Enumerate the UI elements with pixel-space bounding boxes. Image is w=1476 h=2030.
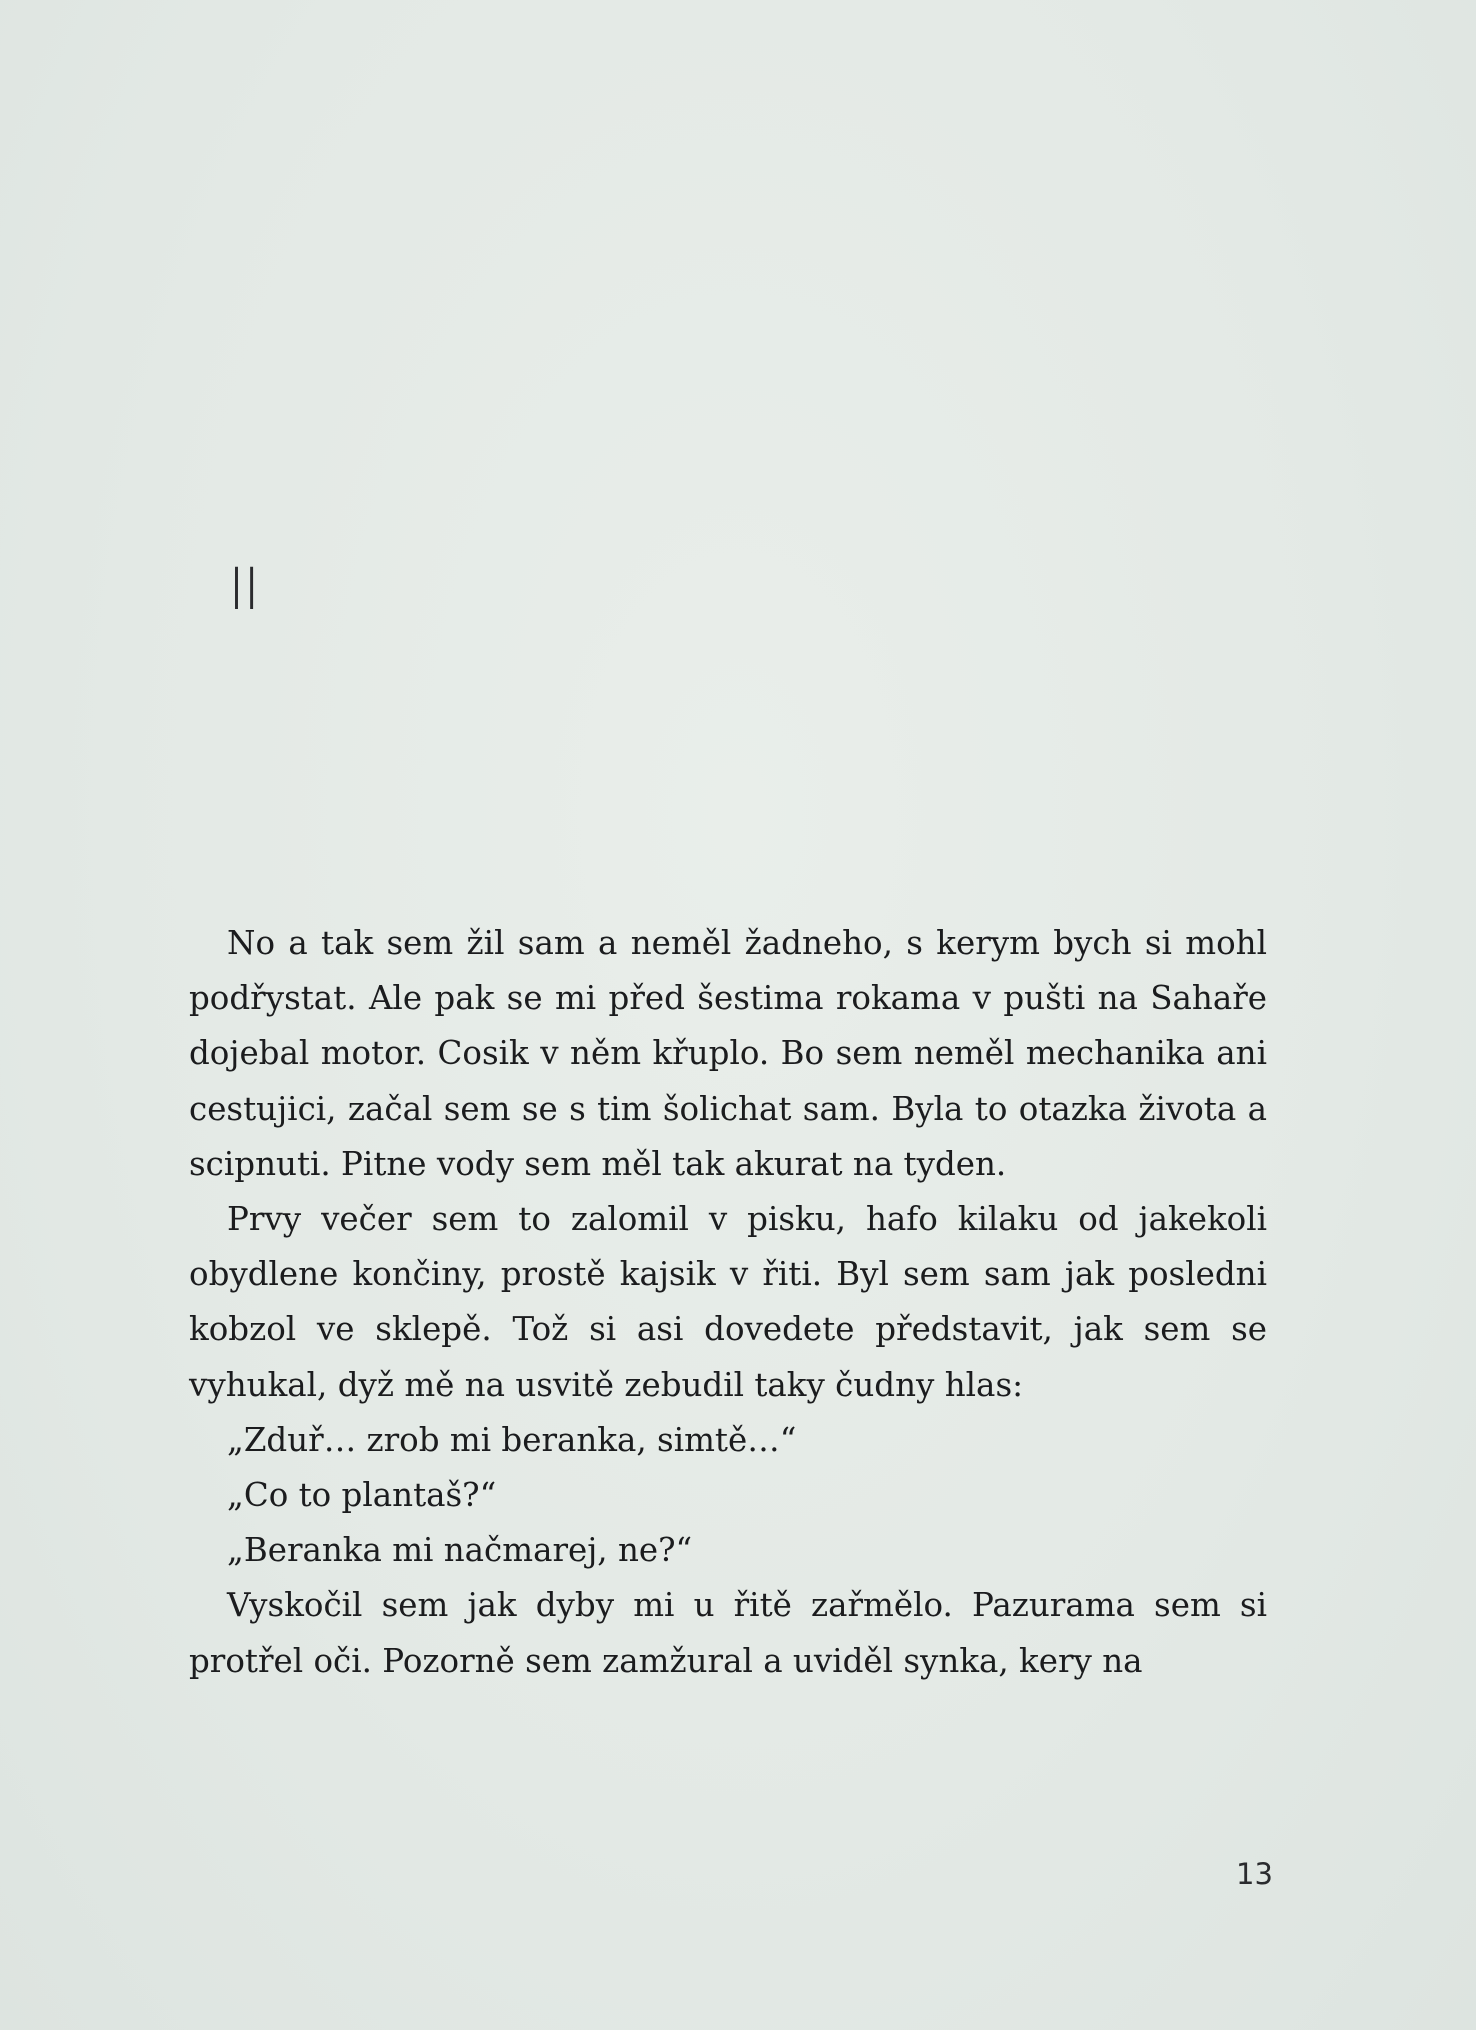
dialog-line: „Beranka mi načmarej, ne?“ [227, 1531, 693, 1570]
chapter-number: II [228, 555, 259, 623]
dialog-line: „Co to plantaš?“ [227, 1476, 497, 1515]
page-number: 13 [1236, 1857, 1273, 1891]
dialog-line: „Zduř… zrob mi beranka, simtě…“ [227, 1420, 797, 1459]
paragraph: No a tak sem žil sam a neměl žadneho, s kerym bych si mohl podřystat. Ale pak se mi před šestima rokama v pušti na Sahaře dojebal motor. Cosik v něm křuplo. Bo sem neměl mechanika ani cestujici, začal sem se s tim šolichat sam. Byla to otazka života a scipnuti. Pitne vody sem měl tak akurat na tyden. [189, 924, 1267, 1183]
paragraph: Prvy večer sem to zalomil v pisku, hafo kilaku od jakekoli obydlene končiny, prostě kajsik v řiti. Byl sem sam jak posledni kobzol ve sklepě. Tož si asi dovedete představit, jak sem se vyhukal, dyž mě na usvitě zebudil taky čudny hlas: [189, 1200, 1267, 1404]
paragraph: Vyskočil sem jak dyby mi u řitě zařmělo. Pazurama sem si protřel oči. Pozorně sem zamžural a uviděl synka, kery na [189, 1586, 1267, 1680]
body-text [189, 916, 1267, 1689]
